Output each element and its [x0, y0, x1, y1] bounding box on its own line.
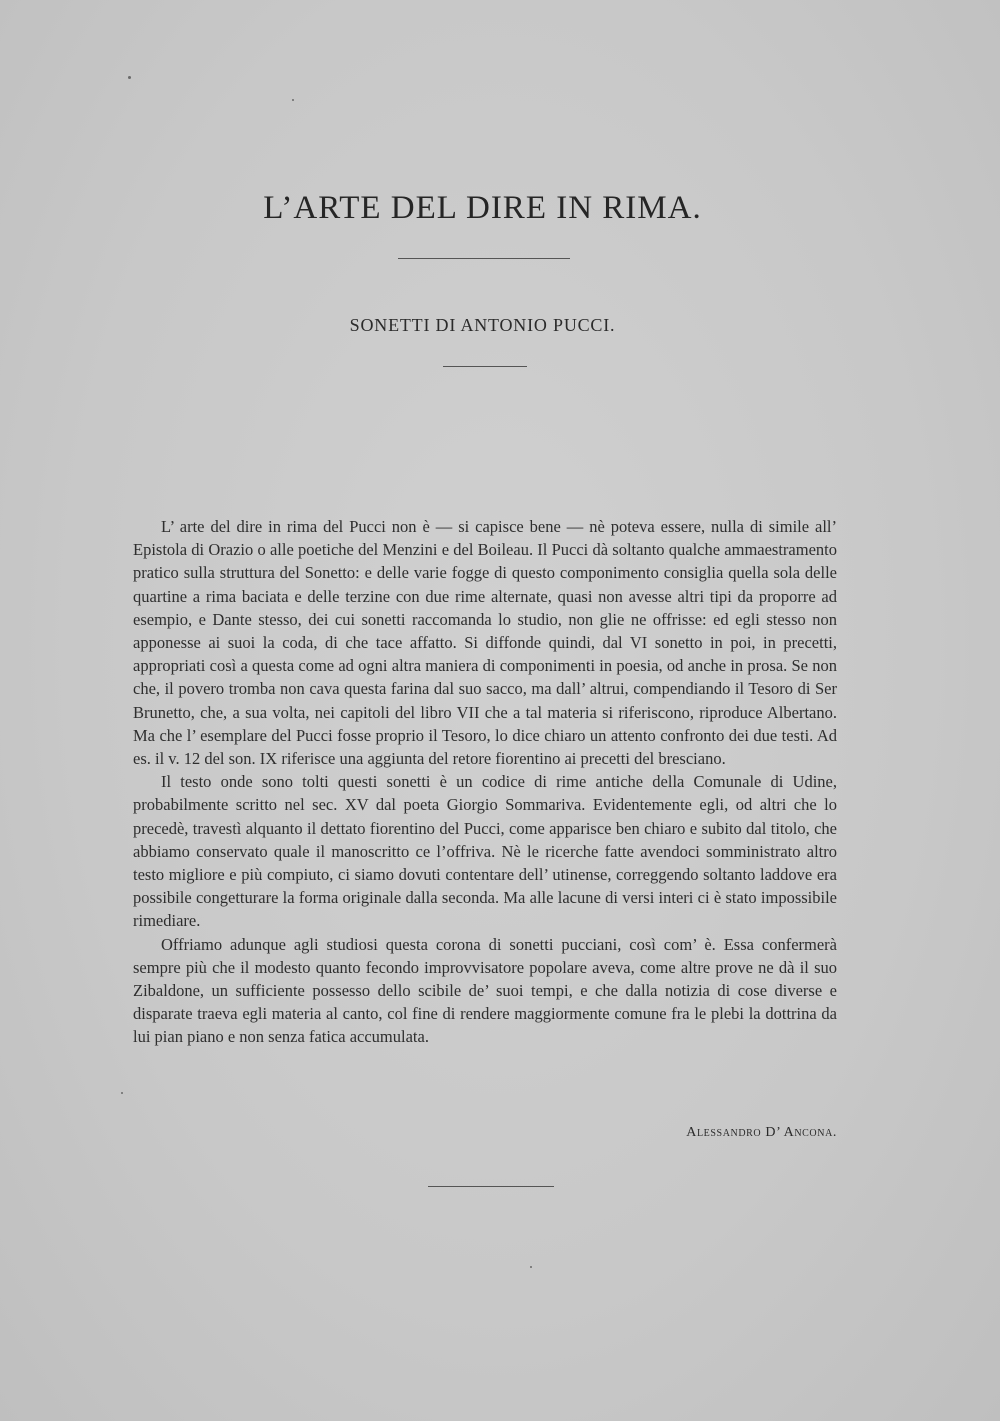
- subtitle-divider: [443, 366, 527, 367]
- ink-speck: [292, 99, 294, 101]
- ink-speck: [530, 1266, 532, 1268]
- paragraph: L’ arte del dire in rima del Pucci non è — si capisce bene — nè poteva essere, nulla di simile all’ Epistola di Orazio o alle poetiche del Menzini e del Boileau. Il Pucci dà soltanto qualche ammaestramento pratico sulla struttura del Sonetto: e delle varie fogge di questo componimento consiglia quella sola delle quartine a rima baciata e delle terzine con due rime alternate, quasi non avesse altri tipi da proporre ad esempio, e Dante stesso, dei cui sonetti raccomanda lo studio, non glie ne offrisse: ed egli stesso non apponesse ai suoi la coda, di che tace affatto. Si diffonde quindi, dal VI sonetto in poi, in precetti, appropriati così a questa come ad ogni altra maniera di componimenti in poesia, od anche in prosa. Se non che, il povero tromba non cava questa farina dal suo sacco, ma dall’ altrui, compendiando il Tesoro di Ser Brunetto, che, a sua volta, nei capitoli del libro VII che a tal materia si riferiscono, riproduce Albertano. Ma che l’ esemplare del Pucci fosse proprio il Tesoro, lo dice chiaro un attento confronto dei due testi. Ad es. il v. 12 del son. IX riferisce una aggiunta del retore fiorentino ai precetti del bresciano.: [133, 517, 837, 769]
- author-signature: Alessandro D’ Ancona.: [686, 1125, 837, 1140]
- paragraph: Il testo onde sono tolti questi sonetti è un codice di rime antiche della Comunale di Udine, probabilmente scritto nel sec. XV dal poeta Giorgio Sommariva. Evidentemente egli, od altri che lo precedè, travestì alquanto il dettato fiorentino del Pucci, come apparisce ben chiaro e subito dal titolo, che abbiamo conservato quale il manoscritto ce l’offriva. Nè le ricerche fatte avendoci somministrato altro testo migliore e più compiuto, ci siamo dovuti contentare dell’ utinense, correggendo soltanto laddove era possibile congetturare la forma originale dalla seconda. Ma alle lacune di versi interi ci è stato impossibile rimediare.: [133, 772, 837, 931]
- ink-speck: [121, 1092, 123, 1094]
- end-divider: [428, 1186, 554, 1187]
- ink-speck: [128, 76, 131, 79]
- paragraph: Offriamo adunque agli studiosi questa corona di sonetti pucciani, così com’ è. Essa confermerà sempre più che il modesto quanto fecondo improvvisatore popolare aveva, come altre prove ne dà il suo Zibaldone, un sufficiente possesso dello scibile de’ suoi tempi, e che dalla notizia di cose diverse e disparate traeva egli materia al canto, col fine di rendere maggiormente comune fra le plebi la dottrina da lui pian piano e non senza fatica accumulata.: [133, 934, 837, 1047]
- title-divider: [398, 258, 570, 259]
- subtitle: SONETTI DI ANTONIO PUCCI.: [349, 315, 616, 335]
- article-body: [133, 515, 837, 1049]
- page-title: L’ARTE DEL DIRE IN RIMA.: [263, 190, 702, 226]
